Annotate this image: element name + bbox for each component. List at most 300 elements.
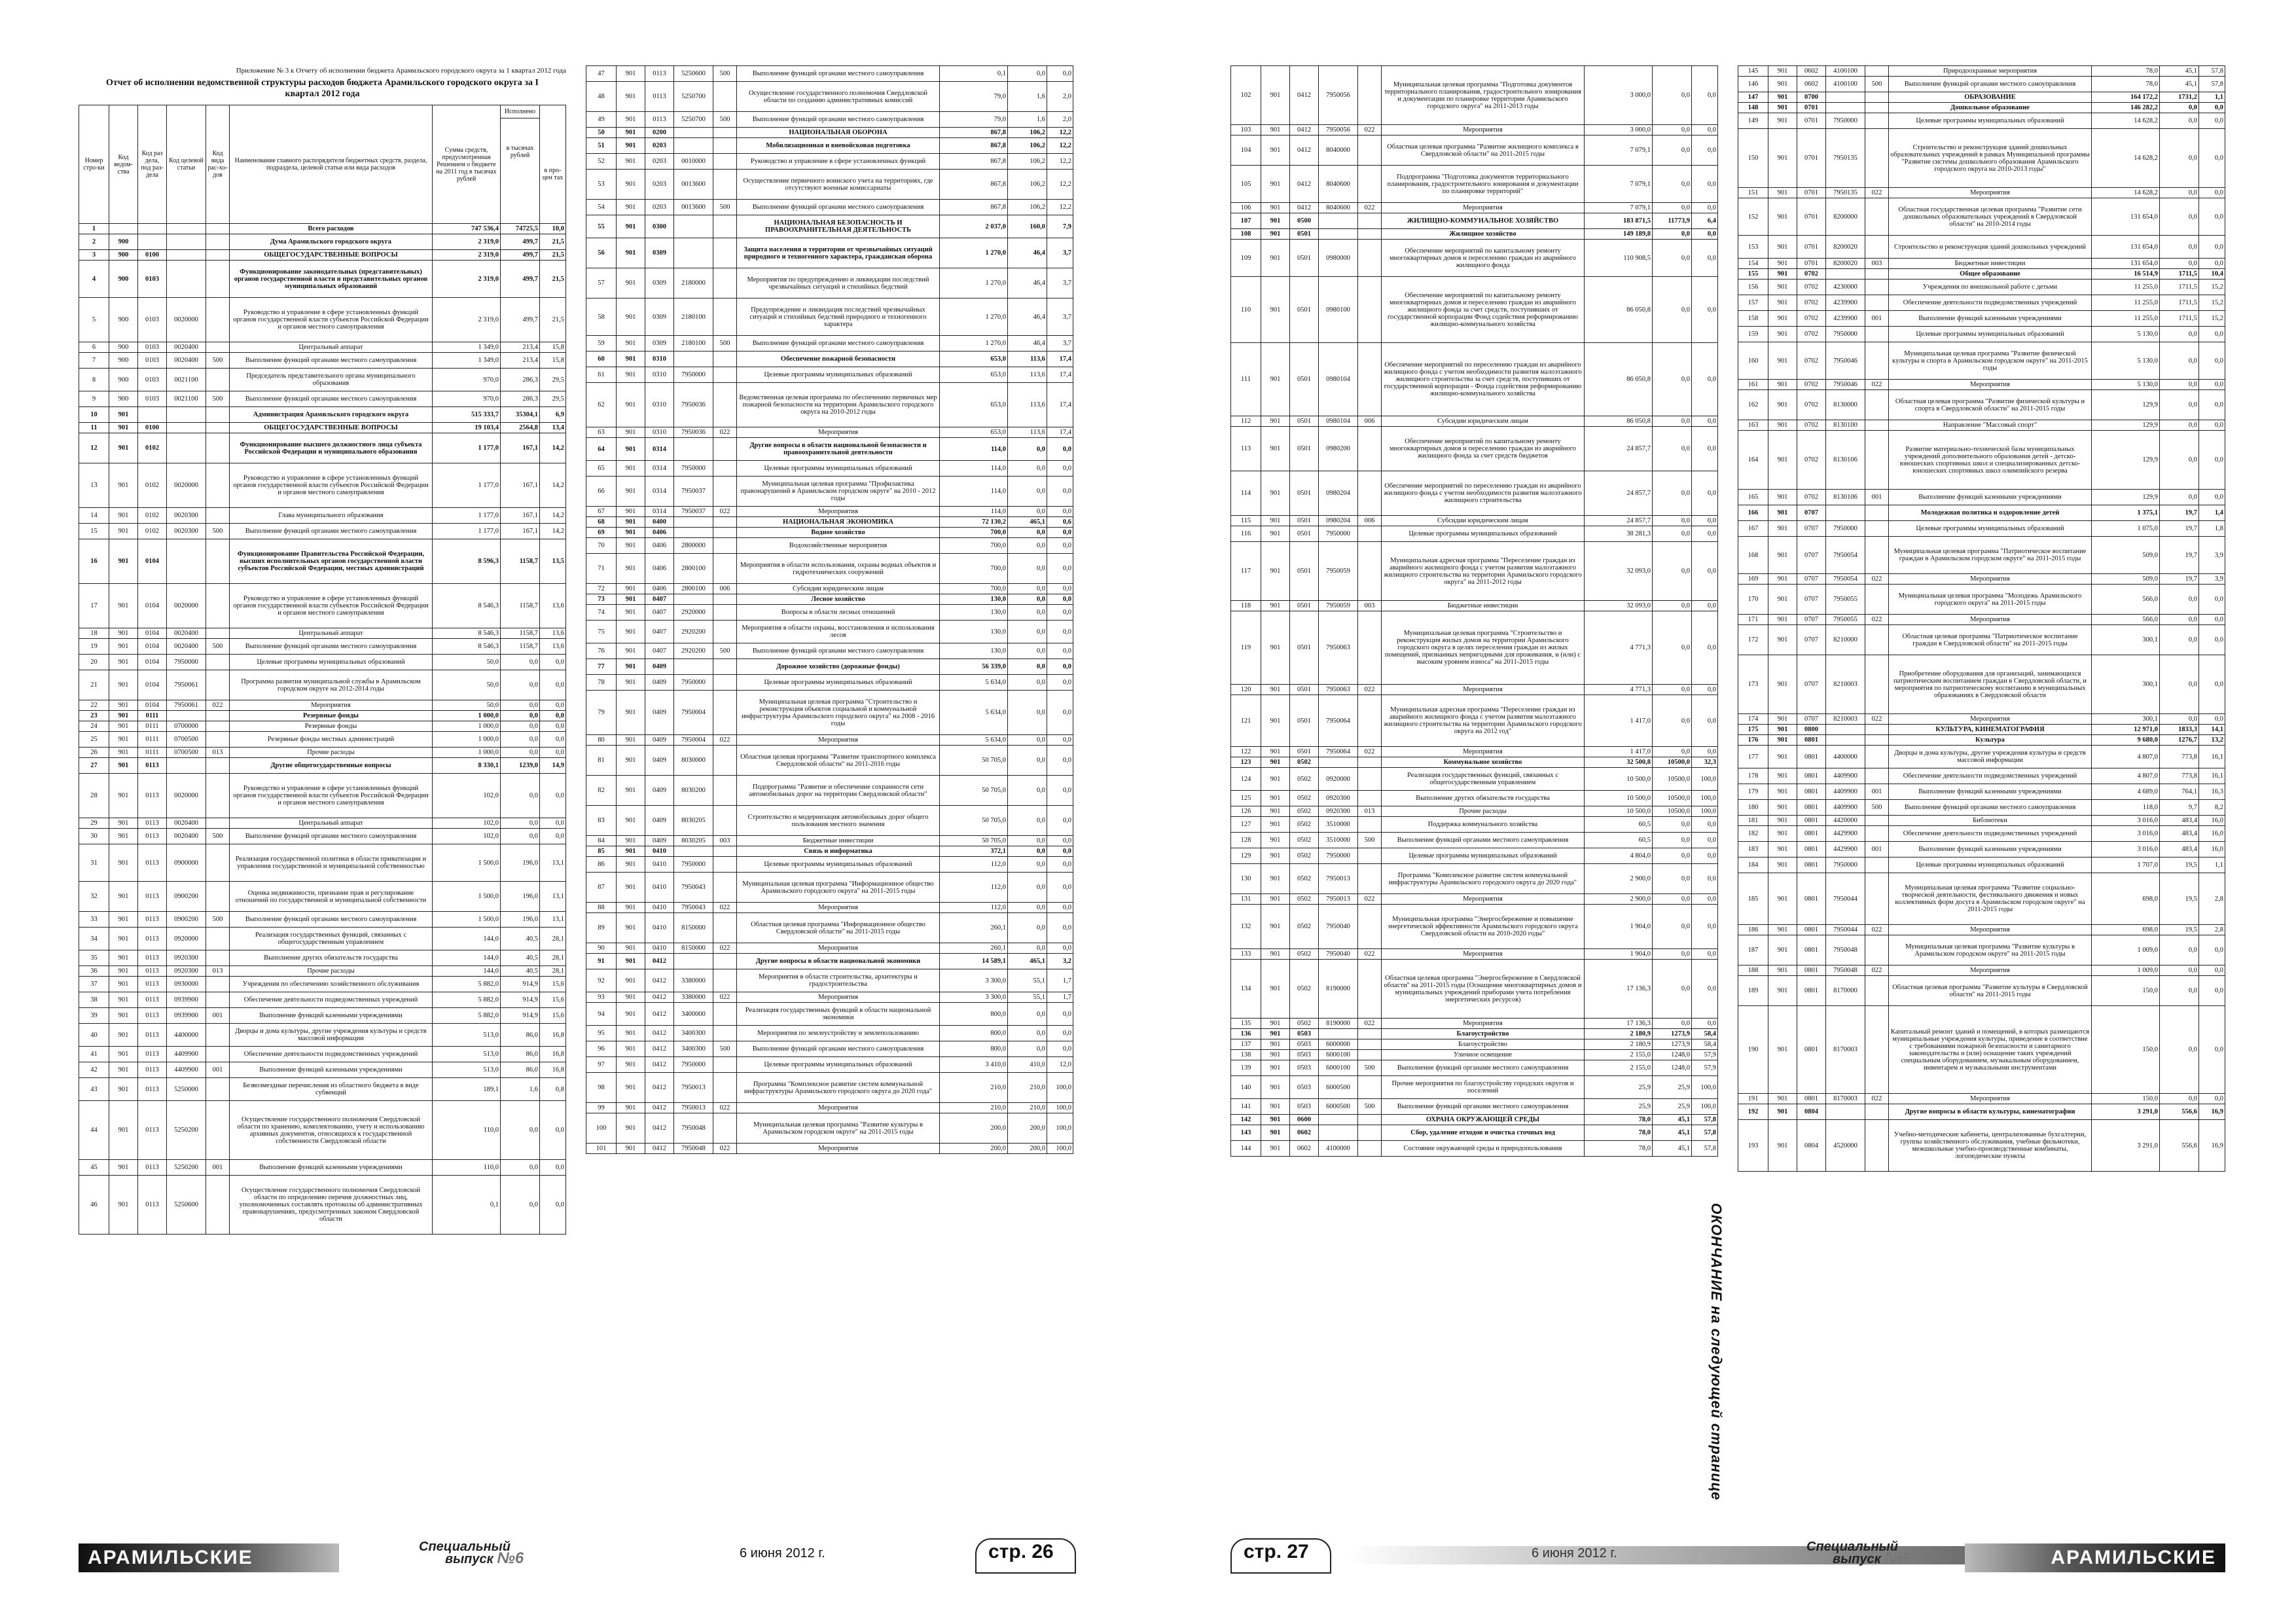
planned-amount: 1 000,0 [433, 748, 501, 758]
table-row [1738, 420, 2225, 431]
target-code: 2180100 [674, 336, 713, 352]
section-code: 0801 [1797, 826, 1826, 842]
section-code: 0300 [645, 215, 674, 238]
section-code: 0412 [1290, 203, 1319, 213]
ved-code: 901 [617, 238, 645, 268]
row-num: 31 [79, 844, 109, 882]
expense-code: 001 [1865, 311, 1889, 327]
item-name: Областная целевая программа "Развитие жилищного комплекса в Свердловской области" на 2011-2015 годы [1382, 135, 1585, 166]
executed-percent: 57,9 [1692, 1050, 1718, 1060]
planned-amount: 1 177,0 [433, 463, 501, 508]
section-code: 0409 [645, 746, 674, 776]
target-code: 7950000 [1826, 113, 1865, 129]
target-code: 8130100 [1826, 420, 1865, 431]
row-num: 64 [586, 438, 617, 461]
row-num: 8 [79, 369, 109, 391]
ved-code: 901 [1768, 714, 1797, 725]
planned-amount: 1 349,0 [433, 342, 501, 353]
ved-code: 901 [617, 873, 645, 903]
executed-amount: 1,6 [501, 1078, 540, 1101]
row-num: 39 [79, 1008, 109, 1024]
executed-percent: 0,0 [1047, 528, 1073, 538]
executed-amount: 0,0 [1008, 735, 1047, 746]
ved-code: 901 [1768, 236, 1797, 259]
section-code: 0801 [1797, 965, 1826, 976]
row-num: 89 [586, 913, 617, 943]
executed-amount: 0,0 [2160, 714, 2199, 725]
row-num: 74 [586, 605, 617, 621]
ved-code: 901 [109, 1008, 138, 1024]
section-code: 0309 [645, 238, 674, 268]
executed-percent: 0,0 [1047, 846, 1073, 857]
planned-amount: 144,0 [433, 928, 501, 950]
planned-amount: 800,0 [940, 1041, 1008, 1057]
target-code: 8170000 [1826, 976, 1865, 1006]
row-num: 98 [586, 1073, 617, 1103]
row-num: 148 [1738, 103, 1768, 113]
row-num: 67 [586, 507, 617, 517]
executed-percent: 13,2 [2199, 735, 2225, 746]
expense-code: 022 [713, 1103, 737, 1113]
target-code: 6000500 [1319, 1099, 1358, 1115]
expense-code: 022 [713, 427, 737, 438]
executed-amount: 25,9 [1653, 1099, 1692, 1115]
planned-amount: 3 000,0 [1585, 125, 1653, 135]
executed-amount: 45,1 [2160, 66, 2199, 77]
table-row [586, 969, 1073, 992]
expense-code [1865, 295, 1889, 311]
executed-amount: 1273,9 [1653, 1039, 1692, 1050]
row-num: 34 [79, 928, 109, 950]
executed-amount: 19,7 [2160, 574, 2199, 585]
ved-code: 901 [1768, 295, 1797, 311]
executed-amount: 1711,5 [2160, 269, 2199, 280]
expense-code: 022 [206, 700, 230, 711]
planned-amount: 32 500,8 [1585, 757, 1653, 768]
executed-amount: 0,0 [1008, 776, 1047, 806]
section-code: 0406 [645, 528, 674, 538]
item-name: Администрация Арамильского городского округа [230, 407, 433, 423]
target-code: 8170003 [1826, 1094, 1865, 1104]
item-name: Областная целевая программа "Развитие культуры в Свердловской области" на 2011-2015 годы [1889, 976, 2092, 1006]
planned-amount: 130,0 [940, 594, 1008, 605]
planned-amount: 4 689,0 [2092, 784, 2160, 800]
target-code [167, 234, 206, 250]
table-row [586, 735, 1073, 746]
section-code: 0503 [1290, 1050, 1319, 1060]
row-num: 140 [1231, 1076, 1261, 1099]
expense-code: 022 [1865, 615, 1889, 625]
executed-amount: 0,0 [1008, 554, 1047, 584]
row-num: 44 [79, 1101, 109, 1160]
executed-amount: 914,9 [501, 992, 540, 1008]
planned-amount: 867,8 [940, 128, 1008, 138]
ved-code: 901 [617, 383, 645, 427]
item-name: Руководство и управление в сфере установленных функций органов государственной власти субъектов Российской Федерации и органов местного самоуправления [230, 584, 433, 628]
table-row [1738, 625, 2225, 655]
executed-percent: 0,0 [1692, 848, 1718, 864]
table-row [1231, 1141, 1718, 1157]
executed-percent: 0,0 [1047, 643, 1073, 659]
executed-percent: 0,0 [1692, 416, 1718, 427]
section-code: 0412 [645, 1003, 674, 1026]
section-code: 0707 [1797, 615, 1826, 625]
footer-right [1230, 1538, 2225, 1597]
target-code: 7950036 [674, 427, 713, 438]
budget-table-4 [1738, 65, 2225, 1172]
table-row [79, 463, 566, 508]
ved-code: 901 [1261, 833, 1290, 848]
planned-amount: 8 546,3 [433, 584, 501, 628]
item-name: ОБЩЕГОСУДАРСТВЕННЫЕ ВОПРОСЫ [230, 423, 433, 433]
ved-code: 901 [617, 507, 645, 517]
col-isp-rub [501, 105, 540, 224]
expense-code [1358, 848, 1382, 864]
planned-amount: 5 130,0 [2092, 380, 2160, 390]
executed-amount: 0,0 [1653, 416, 1692, 427]
executed-percent: 21,5 [540, 250, 566, 261]
item-name: Муниципальная целевая программа "Профилактика правонарушений в Арамильском городском округе" на 2010 - 2012 годы [737, 477, 940, 507]
ved-code: 901 [1768, 269, 1797, 280]
expense-code: 022 [1865, 965, 1889, 976]
planned-amount: 698,0 [2092, 925, 2160, 935]
section-code: 0113 [138, 774, 167, 818]
item-name: Бюджетные инвестиции [737, 836, 940, 846]
table-row [79, 966, 566, 977]
expense-code: 001 [206, 1062, 230, 1078]
item-name: Природоохранные мероприятия [1889, 66, 2092, 77]
ved-code: 901 [617, 298, 645, 336]
table-row [1738, 784, 2225, 800]
section-code: 0309 [645, 298, 674, 336]
executed-amount: 0,0 [2160, 188, 2199, 198]
expense-code [1865, 655, 1889, 714]
table-row [79, 758, 566, 774]
row-num: 84 [586, 836, 617, 846]
section-code: 0100 [138, 423, 167, 433]
executed-amount: 196,0 [501, 844, 540, 882]
table-row [586, 352, 1073, 367]
table-row [79, 433, 566, 463]
item-name: Направление "Массовый спорт" [1889, 420, 2092, 431]
table-row [79, 912, 566, 928]
target-code: 7950000 [674, 461, 713, 477]
ved-code: 901 [1261, 416, 1290, 427]
item-name: Обеспечение деятельности подведомственных учреждений [230, 1047, 433, 1062]
ved-code: 901 [617, 367, 645, 383]
target-code: 8190000 [1319, 1019, 1358, 1029]
target-code [674, 659, 713, 675]
target-code: 2800100 [674, 554, 713, 584]
ved-code: 901 [617, 776, 645, 806]
executed-percent: 0,0 [1047, 584, 1073, 594]
table-row [79, 844, 566, 882]
item-name: Мероприятия по землеустройству и землепользованию [737, 1026, 940, 1041]
section-code: 0412 [645, 1073, 674, 1103]
target-code: 4239900 [1826, 295, 1865, 311]
table-row [586, 1041, 1073, 1057]
executed-percent: 10,0 [540, 224, 566, 234]
item-name: Субсидии юридическим лицам [1382, 416, 1585, 427]
ved-code: 901 [1261, 905, 1290, 949]
target-code [674, 954, 713, 969]
executed-amount: 11773,9 [1653, 213, 1692, 229]
executed-amount: 499,7 [501, 261, 540, 298]
item-name: Резервные фонды [230, 711, 433, 721]
section-code: 0801 [1797, 857, 1826, 873]
executed-amount: 25,9 [1653, 1076, 1692, 1099]
target-code: 0980000 [1319, 240, 1358, 277]
row-num: 66 [586, 477, 617, 507]
ved-code: 901 [1261, 894, 1290, 905]
row-num: 32 [79, 882, 109, 912]
row-num: 146 [1738, 77, 1768, 92]
expense-code [206, 721, 230, 732]
item-name: Состояние окружающей среды и природопользования [1382, 1141, 1585, 1157]
ved-code: 901 [617, 170, 645, 200]
section-code: 0801 [1797, 925, 1826, 935]
target-code: 5250600 [167, 1176, 206, 1235]
planned-amount: 970,0 [433, 391, 501, 407]
row-num: 154 [1738, 259, 1768, 269]
executed-percent: 0,6 [1047, 517, 1073, 528]
section-code: 0702 [1797, 327, 1826, 342]
target-code: 5250200 [167, 1160, 206, 1176]
table-row [586, 528, 1073, 538]
target-code: 7950054 [1826, 537, 1865, 574]
expense-code [206, 732, 230, 748]
executed-percent: 0,0 [2199, 342, 2225, 380]
planned-amount: 8 546,3 [433, 628, 501, 639]
executed-amount: 19,5 [2160, 873, 2199, 925]
executed-amount: 0,0 [2160, 615, 2199, 625]
expense-code [713, 517, 737, 528]
executed-percent: 0,0 [1047, 659, 1073, 675]
section-code: 0113 [138, 882, 167, 912]
planned-amount: 300,1 [2092, 655, 2160, 714]
planned-amount: 5 130,0 [2092, 342, 2160, 380]
expense-code [206, 1176, 230, 1235]
ved-code: 901 [109, 1024, 138, 1047]
executed-percent: 0,0 [1692, 526, 1718, 542]
row-num: 149 [1738, 113, 1768, 129]
expense-code: 500 [206, 524, 230, 539]
planned-amount: 150,0 [2092, 1006, 2160, 1094]
ved-code: 901 [1768, 935, 1797, 965]
table-row [586, 112, 1073, 128]
ved-code: 901 [617, 112, 645, 128]
target-code: 7950064 [1319, 747, 1358, 757]
item-name: Выполнение функций органами местного самоуправления [737, 643, 940, 659]
section-code: 0801 [1797, 1094, 1826, 1104]
planned-amount: 515 333,7 [433, 407, 501, 423]
row-num: 188 [1738, 965, 1768, 976]
target-code: 7950135 [1826, 129, 1865, 188]
planned-amount: 1 904,0 [1585, 905, 1653, 949]
expense-code: 022 [1865, 1094, 1889, 1104]
executed-amount: 0,0 [1653, 471, 1692, 516]
ved-code: 901 [1261, 125, 1290, 135]
target-code: 5250200 [167, 1101, 206, 1160]
row-num: 138 [1231, 1050, 1261, 1060]
executed-percent: 14,2 [540, 433, 566, 463]
row-num: 169 [1738, 574, 1768, 585]
section-code: 0113 [138, 1160, 167, 1176]
target-code: 7950048 [674, 1113, 713, 1144]
executed-percent: 16,1 [2199, 746, 2225, 768]
executed-percent: 3,9 [2199, 574, 2225, 585]
row-num: 45 [79, 1160, 109, 1176]
section-code: 0100 [138, 250, 167, 261]
executed-percent: 0,0 [1692, 949, 1718, 960]
expense-code: 022 [713, 992, 737, 1003]
planned-amount: 10 500,0 [1585, 806, 1653, 817]
table-row [1231, 213, 1718, 229]
expense-code [713, 238, 737, 268]
item-name: Руководство и управление в сфере установленных функций органов государственной власти субъектов Российской Федерации и органов местного самоуправления [230, 298, 433, 342]
item-name: Мероприятия [1382, 894, 1585, 905]
expense-code [206, 818, 230, 829]
ved-code: 901 [1768, 725, 1797, 735]
expense-code [1358, 611, 1382, 685]
planned-amount: 867,8 [940, 154, 1008, 170]
row-num: 183 [1738, 842, 1768, 857]
ved-code: 901 [1261, 1099, 1290, 1115]
item-name: Мероприятия [1382, 125, 1585, 135]
ved-code: 901 [1261, 526, 1290, 542]
item-name: Обеспечение деятельности подведомственных учреждений [230, 992, 433, 1008]
section-code: 0412 [645, 1026, 674, 1041]
executed-percent: 0,0 [1047, 554, 1073, 584]
planned-amount: 566,0 [2092, 615, 2160, 625]
expense-code [1358, 213, 1382, 229]
continue-note [1703, 1168, 1729, 1535]
executed-percent: 3,7 [1047, 336, 1073, 352]
table-row [1231, 757, 1718, 768]
target-code: 6000100 [1319, 1050, 1358, 1060]
item-name: Обеспечение мероприятий по переселению граждан из аварийного жилищного фонда с учетом необходимости развития малоэтажного жилищного строительства за счет средств, поступивших от государственной корпорации - Фонда содействия реформированию жилищно-коммунального хозяйства [1382, 343, 1585, 416]
item-name: Муниципальная целевая программа "Развитие социально-творческой деятельности, фестивального движения и новых коллективных форм досуга в Арамильском городском округе" на 2011-2015 годы [1889, 873, 2092, 925]
section-code: 0702 [1797, 311, 1826, 327]
table-row [1738, 873, 2225, 925]
table-row [1738, 380, 2225, 390]
target-code [1826, 735, 1865, 746]
expense-code: 500 [1865, 800, 1889, 816]
executed-percent: 0,0 [1047, 621, 1073, 643]
table-row [1738, 390, 2225, 420]
row-num: 115 [1231, 516, 1261, 526]
executed-amount: 1711,5 [2160, 280, 2199, 295]
row-num: 193 [1738, 1120, 1768, 1172]
executed-amount: 0,0 [1653, 960, 1692, 1019]
expense-code: 001 [1865, 842, 1889, 857]
section-code: 0409 [645, 659, 674, 675]
ved-code: 901 [109, 539, 138, 584]
item-name: Муниципальная целевая программа "Строительство и реконструкция объектов социальной и коммунальной инфраструктуры Арамильского городского округа" на 2008 - 2016 годы [737, 691, 940, 735]
table-row [79, 1024, 566, 1047]
row-num: 73 [586, 594, 617, 605]
target-code: 0900200 [167, 912, 206, 928]
ved-code: 901 [1768, 585, 1797, 615]
row-num: 105 [1231, 166, 1261, 203]
table-row [1738, 113, 2225, 129]
expense-code [1865, 735, 1889, 746]
target-code [1826, 269, 1865, 280]
ved-code: 901 [617, 1003, 645, 1026]
table-row [586, 1103, 1073, 1113]
executed-amount: 40,5 [501, 966, 540, 977]
table-row [1231, 516, 1718, 526]
executed-amount: 0,0 [1653, 833, 1692, 848]
table-row [586, 1113, 1073, 1144]
expense-code [206, 977, 230, 992]
section-code: 0409 [645, 836, 674, 846]
target-code: 3400000 [674, 1003, 713, 1026]
executed-amount: 19,7 [2160, 521, 2199, 537]
executed-percent: 6,4 [1692, 213, 1718, 229]
item-name: Руководство и управление в сфере установленных функций органов государственной власти субъектов Российской Федерации и органов местного самоуправления [230, 463, 433, 508]
item-name: Целевые программы муниципальных образований [737, 857, 940, 873]
row-num: 150 [1738, 129, 1768, 188]
item-name: Прочие мероприятия по благоустройству городских округов и поселений [1382, 1076, 1585, 1099]
row-num: 6 [79, 342, 109, 353]
item-name: Лесное хозяйство [737, 594, 940, 605]
executed-percent: 0,0 [1047, 605, 1073, 621]
ved-code: 900 [109, 342, 138, 353]
row-num: 118 [1231, 601, 1261, 611]
planned-amount: 10 500,0 [1585, 768, 1653, 791]
expense-code: 022 [1358, 125, 1382, 135]
target-code: 7950000 [674, 1057, 713, 1073]
row-num: 111 [1231, 343, 1261, 416]
section-code: 0113 [645, 82, 674, 112]
section-code: 0113 [138, 912, 167, 928]
table-row [1231, 747, 1718, 757]
planned-amount: 1 349,0 [433, 353, 501, 369]
item-name: Мероприятия [1889, 714, 2092, 725]
row-num: 127 [1231, 817, 1261, 833]
target-code: 4409900 [1826, 784, 1865, 800]
executed-amount: 0,0 [2160, 625, 2199, 655]
section-code: 0409 [645, 691, 674, 735]
table-row [1738, 585, 2225, 615]
row-num: 60 [586, 352, 617, 367]
planned-amount: 50,0 [433, 700, 501, 711]
ved-code: 901 [1768, 655, 1797, 714]
section-code: 0406 [645, 584, 674, 594]
expense-code [713, 538, 737, 554]
section-code: 0701 [1797, 198, 1826, 236]
target-code: 0980204 [1319, 471, 1358, 516]
planned-amount: 3 016,0 [2092, 826, 2160, 842]
ved-code: 901 [109, 433, 138, 463]
target-code [167, 758, 206, 774]
ved-code: 901 [109, 748, 138, 758]
executed-amount: 106,2 [1008, 170, 1047, 200]
executed-percent: 14,1 [2199, 725, 2225, 735]
executed-percent: 15,2 [2199, 311, 2225, 327]
section-code: 0702 [1797, 390, 1826, 420]
executed-amount: 0,0 [2160, 976, 2199, 1006]
executed-amount: 556,6 [2160, 1104, 2199, 1120]
executed-amount: 0,0 [1653, 685, 1692, 695]
executed-amount: 0,0 [1653, 601, 1692, 611]
planned-amount: 14 628,2 [2092, 113, 2160, 129]
ved-code: 901 [1261, 1115, 1290, 1125]
table-row [1738, 311, 2225, 327]
expense-code [1358, 1125, 1382, 1141]
ved-code: 901 [617, 427, 645, 438]
